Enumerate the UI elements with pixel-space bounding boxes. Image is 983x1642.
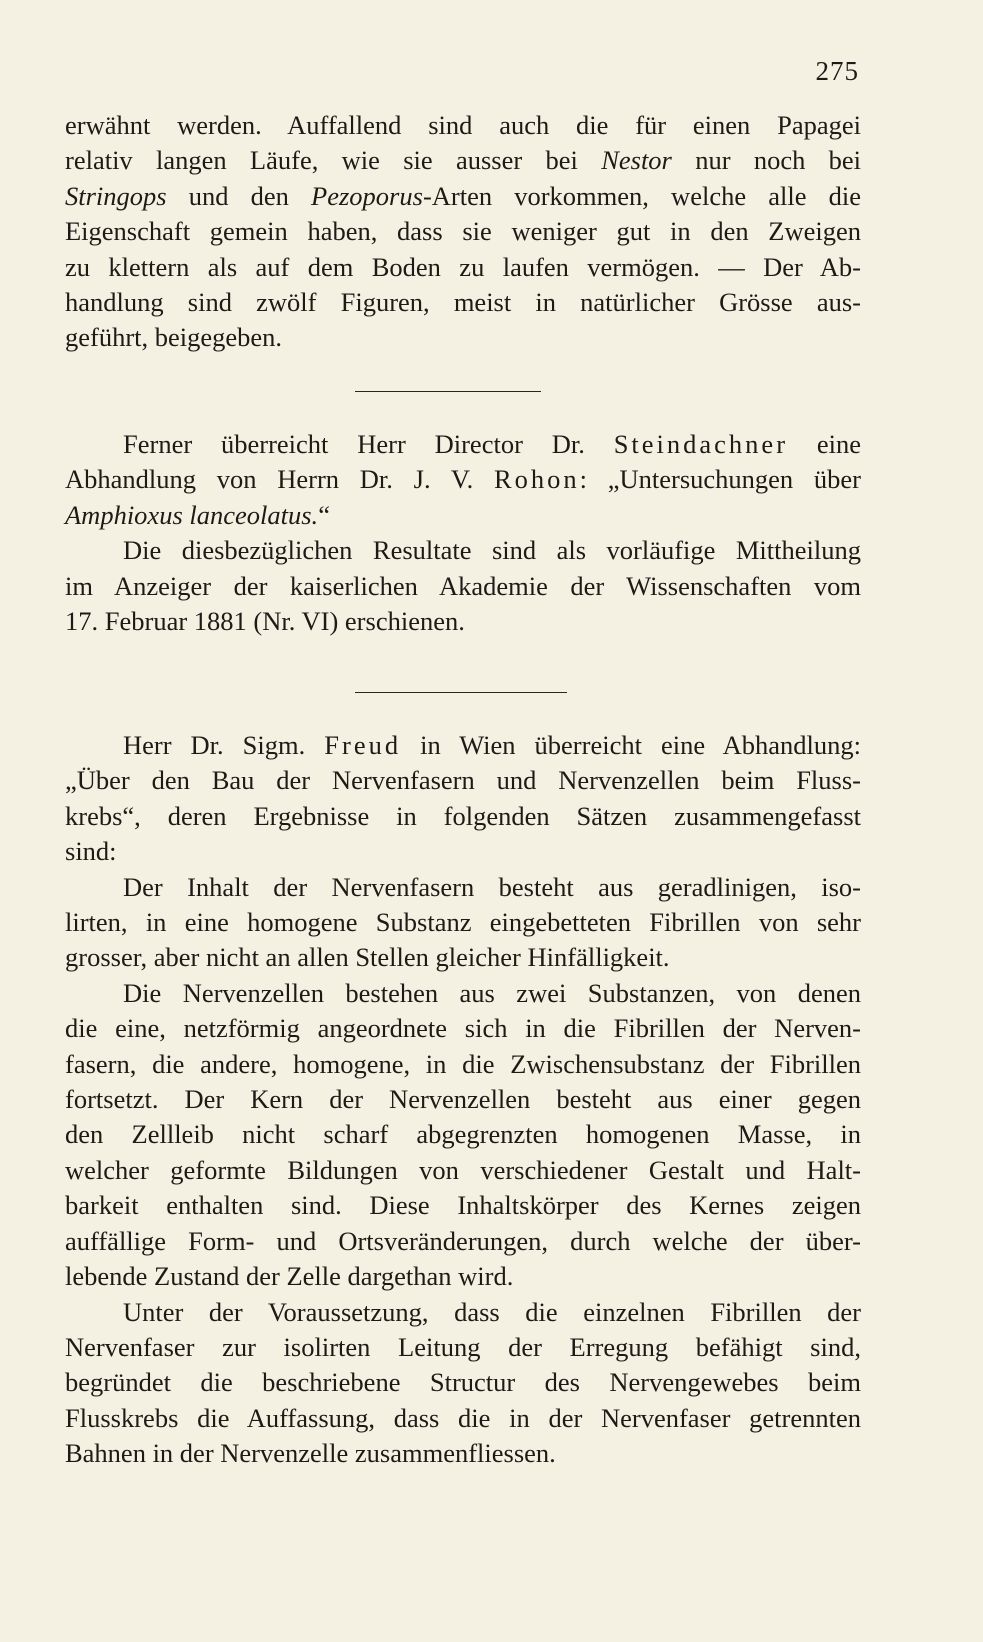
- section-divider: [355, 391, 541, 392]
- text-line: im Anzeiger der kaiserlichen Akademie der Wissenschaften vom: [65, 570, 861, 601]
- text-line: zu klettern als auf dem Boden zu laufen vermögen. — Der Ab-: [65, 251, 861, 282]
- text-line: auffällige Form- und Ortsveränderungen, durch welche der über-: [65, 1225, 861, 1256]
- paragraph-steindachner: [65, 427, 861, 639]
- author-name: Steindachner: [613, 429, 789, 459]
- text-line: sind:: [65, 836, 117, 867]
- text-line: Der Inhalt der Nervenfasern besteht aus geradlinigen, iso-: [123, 871, 861, 902]
- text-line: welcher geformte Bildungen von verschiedener Gestalt und Halt-: [65, 1154, 861, 1185]
- text-line: Nervenfaser zur isolirten Leitung der Erregung befähigt sind,: [65, 1331, 861, 1362]
- text-line: krebs“, deren Ergebnisse in folgenden Sätzen zusammengefasst: [65, 800, 861, 831]
- text-line: Eigenschaft gemein haben, dass sie weniger gut in den Zweigen: [65, 216, 861, 247]
- text-line: fortsetzt. Der Kern der Nervenzellen besteht aus einer gegen: [65, 1084, 861, 1115]
- text-line: die eine, netzförmig angeordnete sich in die Fibrillen der Nerven-: [65, 1013, 861, 1044]
- text-line: erwähnt werden. Auffallend sind auch die für einen Papagei: [65, 110, 861, 140]
- paragraph-previous-continuation: [65, 108, 861, 356]
- text-line: Stringops und den Pezoporus-Arten vorkommen, welche alle die: [65, 180, 861, 211]
- genus-name: Pezoporus: [311, 180, 423, 211]
- paragraph-freud: [65, 728, 861, 1472]
- text-line: Bahnen in der Nervenzelle zusammenfliessen.: [65, 1438, 556, 1469]
- text-line: „Über den Bau der Nervenfasern und Nervenzellen beim Fluss-: [65, 765, 861, 796]
- genus-name: Stringops: [65, 180, 167, 211]
- text-line: geführt, beigegeben.: [65, 322, 283, 353]
- page-number: 275: [815, 56, 859, 86]
- text-line: Die diesbezüglichen Resultate sind als vorläufige Mittheilung: [123, 535, 861, 566]
- genus-name: Nestor: [601, 145, 672, 176]
- text-line: handlung sind zwölf Figuren, meist in natürlicher Grösse aus-: [65, 287, 861, 318]
- text-line: Abhandlung von Herrn Dr. J. V. Rohon: „Untersuchungen über: [65, 464, 862, 495]
- text-line: lebende Zustand der Zelle dargethan wird.: [65, 1261, 514, 1292]
- text-line: Unter der Voraussetzung, dass die einzelnen Fibrillen der: [123, 1296, 861, 1327]
- author-name: Freud: [324, 730, 402, 760]
- text-line: Herr Dr. Sigm. Freud in Wien überreicht eine Abhandlung:: [123, 730, 862, 760]
- text-line: fasern, die andere, homogene, in die Zwischensubstanz der Fibrillen: [65, 1048, 861, 1079]
- text-line: Amphioxus lanceolatus.“: [65, 499, 330, 530]
- text-line: 17. Februar 1881 (Nr. VI) erschienen.: [65, 606, 465, 637]
- section-divider: [355, 692, 567, 693]
- author-name: Rohon: [493, 464, 580, 495]
- text-line: lirten, in eine homogene Substanz eingebetteten Fibrillen von sehr: [65, 907, 861, 938]
- species-name: Amphioxus lanceolatus.: [65, 499, 319, 530]
- text-line: Die Nervenzellen bestehen aus zwei Substanzen, von denen: [123, 977, 861, 1008]
- text-line: Ferner überreicht Herr Director Dr. Steindachner eine: [123, 429, 861, 459]
- text-line: Flusskrebs die Auffassung, dass die in der Nervenfaser getrennten: [65, 1402, 861, 1433]
- text-line: begründet die beschriebene Structur des Nervengewebes beim: [65, 1367, 861, 1398]
- text-line: barkeit enthalten sind. Diese Inhaltskörper des Kernes zeigen: [65, 1190, 861, 1221]
- text-line: relativ langen Läufe, wie sie ausser bei Nestor nur noch bei: [65, 145, 862, 176]
- text-line: den Zellleib nicht scharf abgegrenzten homogenen Masse, in: [65, 1119, 861, 1150]
- text-line: grosser, aber nicht an allen Stellen gleicher Hinfälligkeit.: [65, 942, 670, 973]
